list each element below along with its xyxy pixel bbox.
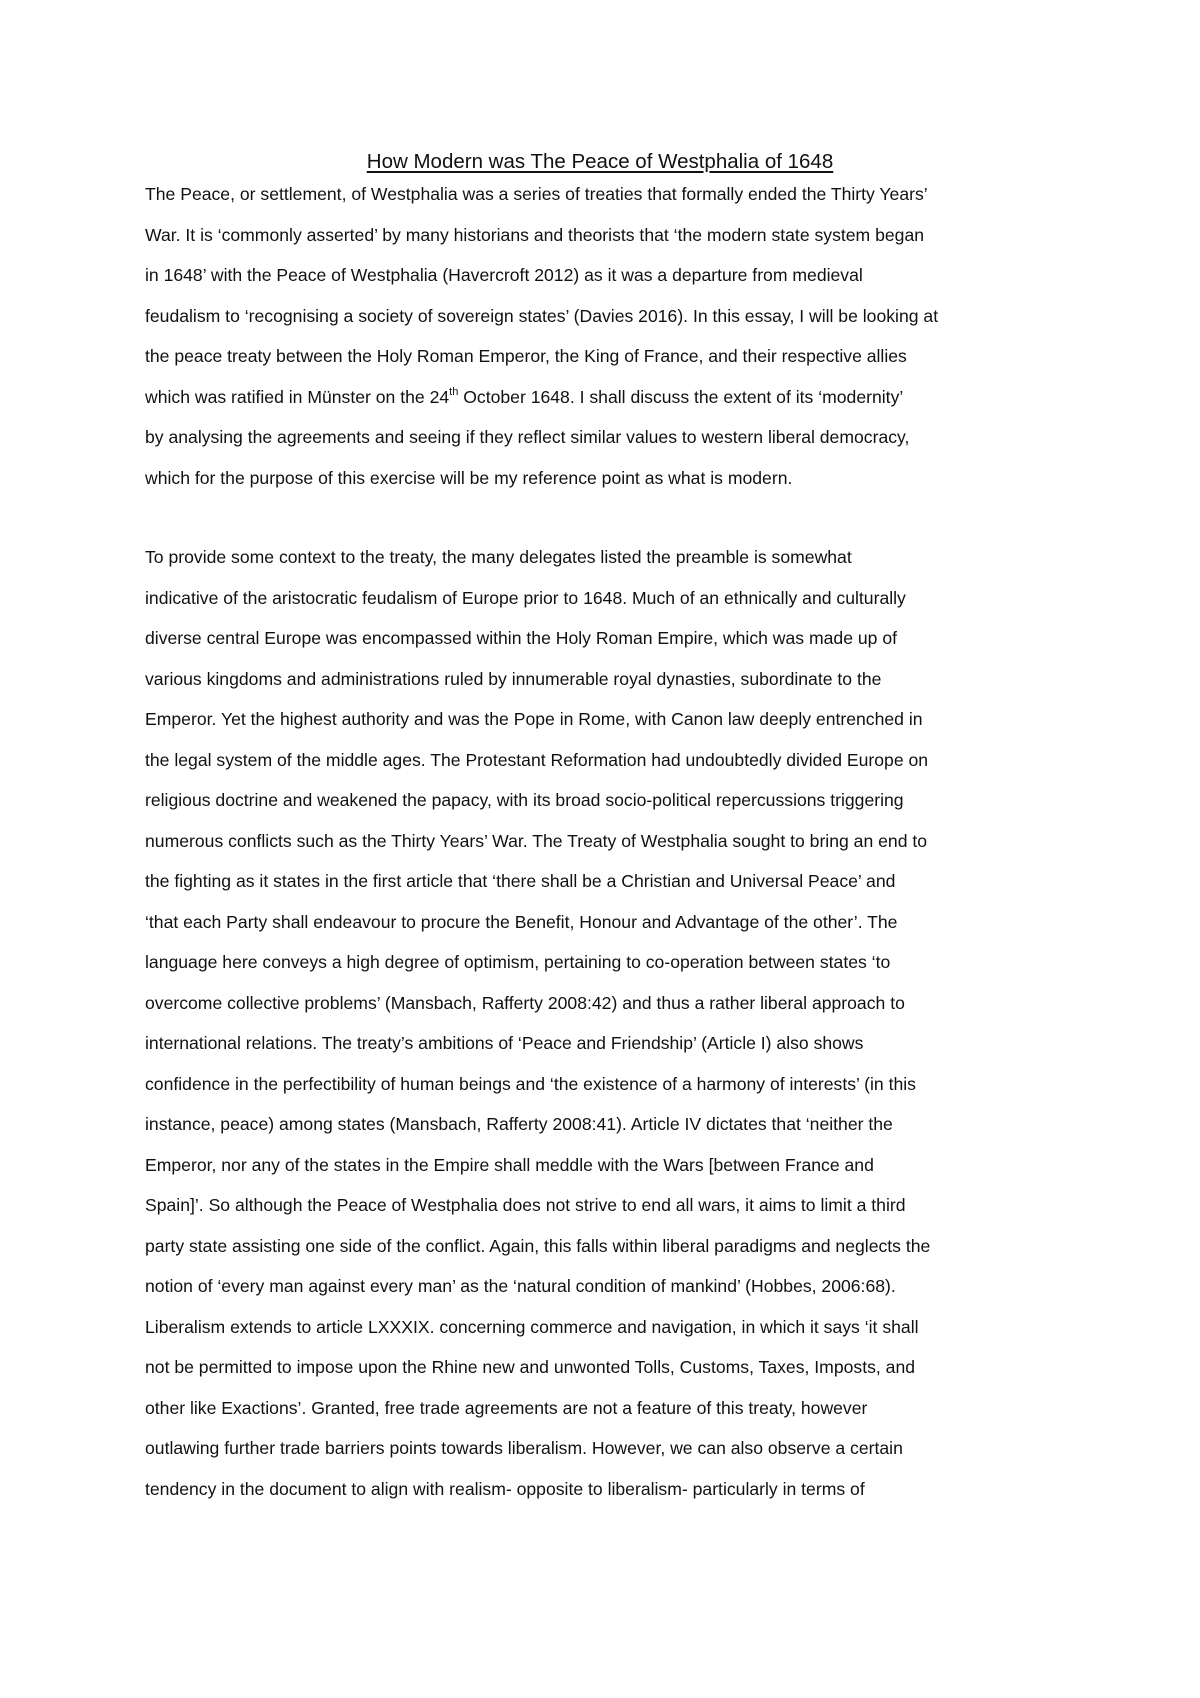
- text-line: which for the purpose of this exercise will be my reference point as what is modern.: [145, 467, 793, 488]
- text-line: language here conveys a high degree of optimism, pertaining to co-operation between states ‘to: [145, 952, 891, 972]
- text-line: tendency in the document to align with realism- opposite to liberalism- particularly in terms of: [145, 1478, 865, 1499]
- text-line: the peace treaty between the Holy Roman Emperor, the King of France, and their respective allies: [145, 346, 907, 366]
- text-line: ‘that each Party shall endeavour to procure the Benefit, Honour and Advantage of the other’. The: [145, 911, 898, 932]
- text-line: diverse central Europe was encompassed within the Holy Roman Empire, which was made up of: [145, 628, 898, 648]
- text-line: Emperor. Yet the highest authority and was the Pope in Rome, with Canon law deeply entrenched in: [145, 709, 923, 729]
- text-line: The Peace, or settlement, of Westphalia was a series of treaties that formally ended the Thirty Years’: [145, 184, 928, 204]
- text-line: instance, peace) among states (Mansbach, Rafferty 2008:41). Article IV dictates that ‘neither the: [145, 1114, 893, 1134]
- text-line: War. It is ‘commonly asserted’ by many historians and theorists that ‘the modern state system began: [145, 224, 925, 245]
- text-line: overcome collective problems’ (Mansbach, Rafferty 2008:42) and thus a rather liberal approach to: [145, 992, 905, 1013]
- text-line: religious doctrine and weakened the papacy, with its broad socio-political repercussions triggering: [145, 790, 904, 810]
- text-line: various kingdoms and administrations ruled by innumerable royal dynasties, subordinate to the: [145, 668, 882, 689]
- text-line: notion of ‘every man against every man’ as the ‘natural condition of mankind’ (Hobbes, 2006:68).: [145, 1276, 896, 1296]
- text-line: Spain]’. So although the Peace of Westphalia does not strive to end all wars, it aims to limit a third: [145, 1195, 906, 1215]
- text-line: indicative of the aristocratic feudalism of Europe prior to 1648. Much of an ethnically and culturally: [145, 587, 906, 608]
- paragraph-intro: [145, 174, 1065, 498]
- text-line: outlawing further trade barriers points towards liberalism. However, we can also observe a certain: [145, 1438, 903, 1458]
- text-line: feudalism to ‘recognising a society of sovereign states’ (Davies 2016). In this essay, I will be looking at: [145, 305, 939, 326]
- page-title: How Modern was The Peace of Westphalia of 1648: [366, 150, 834, 173]
- text-segment: October 1648. I shall discuss the extent of its ‘modernity’: [458, 386, 904, 407]
- text-line: other like Exactions’. Granted, free trade agreements are not a feature of this treaty, however: [145, 1397, 868, 1418]
- text-line: Liberalism extends to article LXXXIX. concerning commerce and navigation, in which it says ‘it shall: [145, 1316, 919, 1337]
- text-line: numerous conflicts such as the Thirty Years’ War. The Treaty of Westphalia sought to bring an end to: [145, 830, 928, 851]
- text-line: by analysing the agreements and seeing if they reflect similar values to western liberal democracy,: [145, 427, 910, 447]
- text-line: international relations. The treaty’s ambitions of ‘Peace and Friendship’ (Article I) also shows: [145, 1033, 864, 1053]
- text-line: To provide some context to the treaty, the many delegates listed the preamble is somewhat: [145, 547, 852, 567]
- text-line: in 1648’ with the Peace of Westphalia (Havercroft 2012) as it was a departure from medieval: [145, 265, 863, 285]
- text-line: the legal system of the middle ages. The Protestant Reformation had undoubtedly divided Europe on: [145, 749, 929, 770]
- ordinal-superscript: th: [449, 385, 459, 398]
- text-line: the fighting as it states in the first article that ‘there shall be a Christian and Universal Peace’ and: [145, 871, 896, 891]
- text-line: confidence in the perfectibility of human beings and ‘the existence of a harmony of interests’ (in this: [145, 1073, 916, 1094]
- text-line: [145, 377, 1065, 418]
- text-line: party state assisting one side of the conflict. Again, this falls within liberal paradigms and neglects the: [145, 1235, 931, 1256]
- text-line: not be permitted to impose upon the Rhine new and unwonted Tolls, Customs, Taxes, Imposts, and: [145, 1357, 916, 1377]
- text-segment: which was ratified in Münster on the 24: [145, 386, 450, 407]
- text-line: Emperor, nor any of the states in the Empire shall meddle with the Wars [between France and: [145, 1154, 874, 1175]
- paragraph-context: [145, 537, 1065, 1509]
